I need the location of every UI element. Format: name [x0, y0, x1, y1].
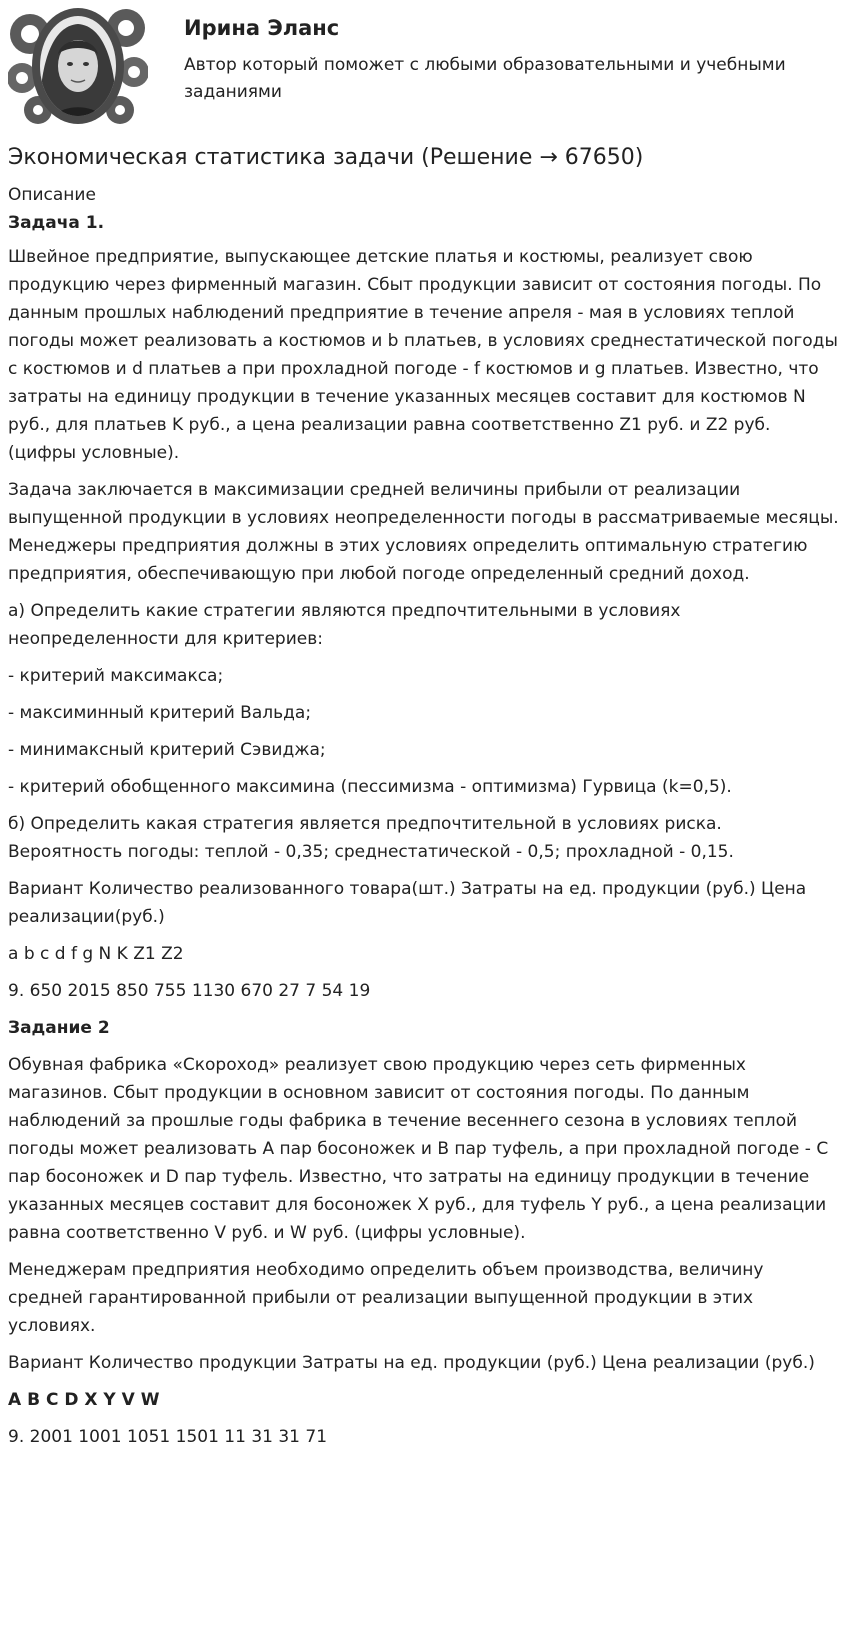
- author-card: [8, 6, 838, 128]
- author-avatar[interactable]: [8, 6, 148, 126]
- task1-criterion: - максиминный критерий Вальда;: [8, 703, 312, 723]
- task1-paragraph: б) Определить какая стратегия является предпочтительной в условиях риска. Вероятность погоды: теплой - 0,35; среднестатической - 0,5; прохладной - 0,15.: [8, 814, 734, 862]
- task1-heading: Задача 1.: [8, 213, 105, 233]
- task-content: [8, 181, 840, 1460]
- task1-paragraph: Задача заключается в максимизации средней величины прибыли от реализации выпущенной продукции в условиях неопределенности погоды в рассматриваемые месяцы. Менеджеры предприятия должны в этих условиях определить оптимальную стратегию предприятия, обеспечивающую при любой погоде определенный средний доход.: [8, 480, 839, 584]
- task1-criterion: - критерий обобщенного максимина (пессимизма - оптимизма) Гурвица (k=0,5).: [8, 777, 732, 797]
- task2-table-columns: A B C D X Y V W: [8, 1390, 160, 1410]
- task1-table-columns: a b c d f g N K Z1 Z2: [8, 944, 184, 964]
- page-title: Экономическая статистика задачи (Решение → 67650): [8, 145, 644, 170]
- task2-table-caption: Вариант Количество продукции Затраты на ед. продукции (руб.) Цена реализации (руб.): [8, 1353, 815, 1373]
- task2-paragraph: Обувная фабрика «Скороход» реализует свою продукцию через сеть фирменных магазинов. Сбыт продукции в основном зависит от состояния погоды. По данным наблюдений за прошлые годы фабрика в течение весеннего сезона в условиях теплой погоды может реализовать A пар босоножек и B пар туфель, а при прохладной погоде - C пар босоножек и D пар туфель. Известно, что затраты на единицу продукции в течение указанных месяцев составит для босоножек X руб., для туфель Y руб., а цена реализации равна соответственно V руб. и W руб. (цифры условные).: [8, 1055, 829, 1243]
- description-label: Описание: [8, 185, 96, 205]
- task1-criterion: - минимаксный критерий Сэвиджа;: [8, 740, 326, 760]
- author-description: Автор который поможет с любыми образовательными и учебными заданиями: [184, 55, 786, 102]
- task1-paragraph: Швейное предприятие, выпускающее детские платья и костюмы, реализует свою продукцию через фирменный магазин. Сбыт продукции зависит от состояния погоды. По данным прошлых наблюдений предприятие в течение апреля - мая в условиях теплой погоды может реализовать a костюмов и b платьев, в условиях среднестатической погоды с костюмов и d платьев а при прохладной погоде - f костюмов и g платьев. Известно, что затраты на единицу продукции в течение указанных месяцев составит для костюмов N руб., для платьев K руб., а цена реализации равна соответственно Z1 руб. и Z2 руб. (цифры условные).: [8, 247, 838, 463]
- task1-paragraph: а) Определить какие стратегии являются предпочтительными в условиях неопределенности для критериев:: [8, 601, 681, 649]
- task1-table-values: 9. 650 2015 850 755 1130 670 27 7 54 19: [8, 981, 371, 1001]
- task2-table-values: 9. 2001 1001 1051 1501 11 31 31 71: [8, 1427, 328, 1447]
- task2-paragraph: Менеджерам предприятия необходимо определить объем производства, величину средней гарантированной прибыли от реализации выпущенной продукции в этих условиях.: [8, 1260, 764, 1336]
- task1-table-caption: Вариант Количество реализованного товара(шт.) Затраты на ед. продукции (руб.) Цена реализации(руб.): [8, 879, 807, 927]
- task1-criterion: - критерий максимакса;: [8, 666, 224, 686]
- author-name[interactable]: Ирина Эланс: [184, 16, 340, 40]
- task2-heading: Задание 2: [8, 1018, 110, 1038]
